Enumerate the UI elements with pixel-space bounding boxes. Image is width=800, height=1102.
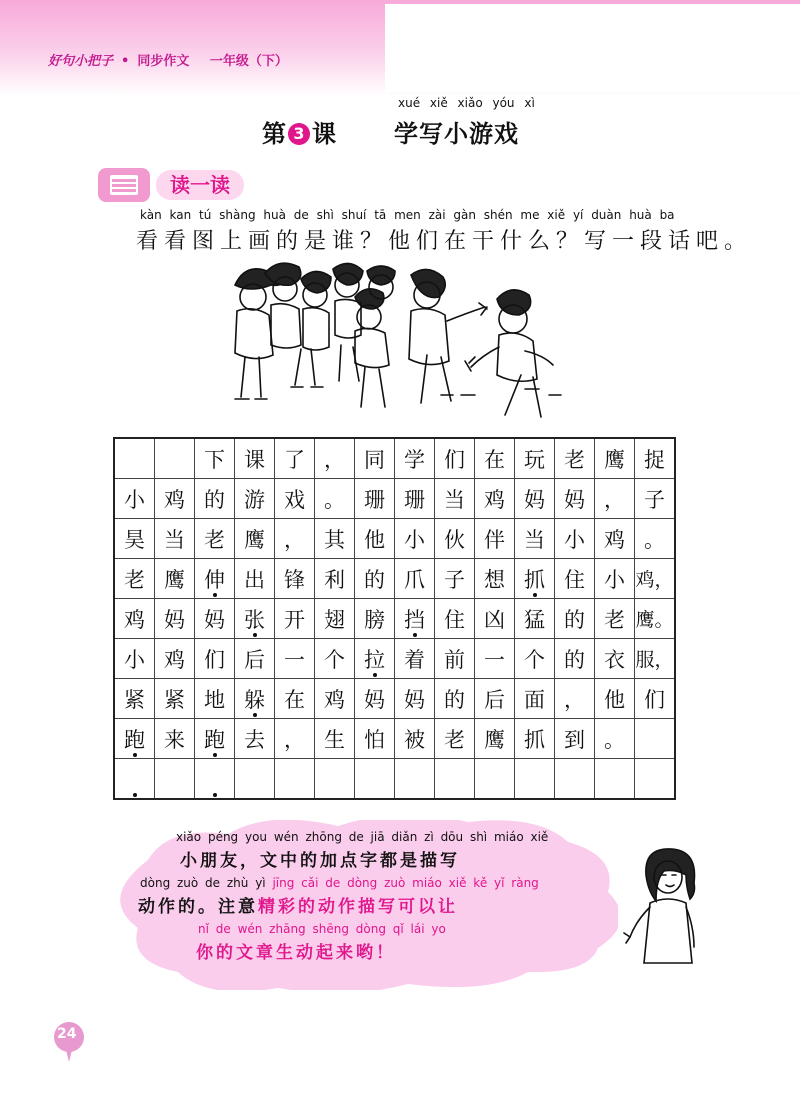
grid-cell: 利 (315, 559, 355, 599)
grid-cell: 躲 (235, 679, 275, 719)
grid-cell: 妈 (355, 679, 395, 719)
grid-cell: 凶 (475, 599, 515, 639)
grid-cell: 他 (595, 679, 635, 719)
grid-cell: 怕 (355, 719, 395, 759)
grid-cell: 当 (515, 519, 555, 559)
grid-cell: 后 (235, 639, 275, 679)
grid-cell: 拉 (355, 639, 395, 679)
prompt-text: 看看图上画的是谁？他们在干什么？写一段话吧。 (136, 229, 753, 254)
grid-cell: 同 (355, 438, 395, 479)
lesson-prefix: 第 (262, 120, 286, 148)
emphasis-dot (533, 593, 537, 597)
grid-cell: 老 (595, 599, 635, 639)
grid-cell: 来 (155, 719, 195, 759)
grid-cell: 鹰 (475, 719, 515, 759)
grid-cell: ， (315, 438, 355, 479)
grid-row (114, 679, 675, 719)
grid-cell: 课 (235, 438, 275, 479)
grid-cell: 当 (435, 479, 475, 519)
grid-cell: 昊 (114, 519, 155, 559)
grid-cell: 戏 (275, 479, 315, 519)
grid-cell: 鸡 (155, 479, 195, 519)
grid-cell: 玩 (515, 438, 555, 479)
grid-cell: 妈 (555, 479, 595, 519)
grid-cell: 翅 (315, 599, 355, 639)
book-icon (98, 168, 150, 202)
lesson-number (262, 114, 336, 149)
grid-cell: ， (595, 479, 635, 519)
grid-cell: 学 (395, 438, 435, 479)
grid-cell: 当 (155, 519, 195, 559)
grid-cell: 紧 (155, 679, 195, 719)
note-line1-pinyin: xiǎo péng you wén zhōng de jiā diǎn zì dōu shì miáo xiě (176, 830, 549, 844)
grid-cell: 个 (515, 639, 555, 679)
grid-cell: 张 (235, 599, 275, 639)
grid-cell: 伙 (435, 519, 475, 559)
grid-cell: 住 (435, 599, 475, 639)
grid-cell: 妈 (515, 479, 555, 519)
grid-cell: 想 (475, 559, 515, 599)
book-header: 好句小把子 • 同步作文 一年级（下） (48, 54, 288, 69)
note-line2-pinyin-a: dòng zuò de zhù yì (140, 876, 266, 890)
emphasis-dot (373, 673, 377, 677)
grid-row (114, 438, 675, 479)
note-line2-pinyin-b: jīng cǎi de dòng zuò miáo xiě kě yǐ ràng (272, 876, 539, 890)
grid-cell (475, 759, 515, 800)
grid-cell: 去 (235, 719, 275, 759)
lesson-number-badge: 3 (288, 123, 310, 145)
grid-cell: 小 (114, 479, 155, 519)
grid-cell: 鸡 (114, 599, 155, 639)
children-playing-illustration (215, 255, 590, 425)
grid-cell: 鸡 (155, 639, 195, 679)
grid-cell (635, 719, 676, 759)
grid-row (114, 719, 675, 759)
lesson-title-block (262, 96, 562, 146)
grid-cell: 鸡 (475, 479, 515, 519)
grid-cell (555, 759, 595, 800)
emphasis-dot (213, 793, 217, 797)
grid-row (114, 639, 675, 679)
note-line3-pinyin: nǐ de wén zhāng shēng dòng qǐ lái yo (198, 922, 446, 936)
grid-cell: 老 (114, 559, 155, 599)
grid-cell: 子 (635, 479, 676, 519)
grid-row (114, 519, 675, 559)
grid-cell: 紧 (114, 679, 155, 719)
grid-cell: 的 (195, 479, 235, 519)
grid-cell (355, 759, 395, 800)
page-title: 学写小游戏 (394, 120, 519, 148)
grid-cell (435, 759, 475, 800)
grid-cell: 。 (635, 519, 676, 559)
grid-cell: 抓 (515, 559, 555, 599)
read-section-label: 读一读 (156, 170, 244, 200)
grid-cell: 老 (555, 438, 595, 479)
grid-cell: 小 (555, 519, 595, 559)
emphasis-dot (133, 793, 137, 797)
grid-cell: 们 (195, 639, 235, 679)
grid-cell (114, 759, 155, 800)
grid-cell: 鹰 (595, 438, 635, 479)
grid-cell: 一 (475, 639, 515, 679)
grid-cell: 开 (275, 599, 315, 639)
brand-logo-text: 好句小把子 (48, 54, 114, 69)
grid-cell (315, 759, 355, 800)
grid-cell: 妈 (395, 679, 435, 719)
grid-cell: 们 (635, 679, 676, 719)
grid-cell: 被 (395, 719, 435, 759)
read-section-badge (98, 168, 258, 202)
grid-cell: ， (275, 719, 315, 759)
note-line2-text (138, 892, 458, 917)
grid-cell: 猛 (515, 599, 555, 639)
grid-cell: 鹰。 (635, 599, 676, 639)
note-line2-text-a: 动作的。注意 (138, 897, 258, 917)
note-line3-text: 你的文章生动起来哟！ (196, 943, 396, 963)
grid-cell: 跑 (195, 719, 235, 759)
emphasis-dot (253, 713, 257, 717)
grid-cell: 游 (235, 479, 275, 519)
grid-cell: 膀 (355, 599, 395, 639)
prompt-pinyin: kàn kan tú shàng huà de shì shuí tā men zài gàn shén me xiě yí duàn huà ba (140, 208, 675, 222)
grid-cell: 的 (555, 639, 595, 679)
grid-cell: 了 (275, 438, 315, 479)
grid-cell: 的 (555, 599, 595, 639)
grid-cell: 鸡 (315, 679, 355, 719)
grid-cell (515, 759, 555, 800)
grid-cell: 他 (355, 519, 395, 559)
grid-cell: 的 (435, 679, 475, 719)
grid-cell (275, 759, 315, 800)
grid-cell: 捉 (635, 438, 676, 479)
grid-cell: 小 (595, 559, 635, 599)
grid-cell: 鹰 (235, 519, 275, 559)
grid-cell: 老 (195, 519, 235, 559)
emphasis-dot (253, 633, 257, 637)
grid-cell: 下 (195, 438, 235, 479)
grid-cell: 小 (395, 519, 435, 559)
grid-cell (195, 759, 235, 800)
grid-cell (155, 438, 195, 479)
grid-cell (395, 759, 435, 800)
grid-cell: 妈 (195, 599, 235, 639)
grid-cell: 鹰 (155, 559, 195, 599)
grid-cell: 。 (595, 719, 635, 759)
grid-cell: 抓 (515, 719, 555, 759)
grid-cell: 面 (515, 679, 555, 719)
emphasis-dot (413, 633, 417, 637)
grid-cell (114, 438, 155, 479)
grid-cell: 珊 (395, 479, 435, 519)
grid-cell (595, 759, 635, 800)
grid-cell: 伴 (475, 519, 515, 559)
grid-cell: 生 (315, 719, 355, 759)
emphasis-dot (213, 753, 217, 757)
grid-cell: 出 (235, 559, 275, 599)
grid-cell: 爪 (395, 559, 435, 599)
grid-cell: 地 (195, 679, 235, 719)
grid-cell: 后 (475, 679, 515, 719)
grid-cell (635, 759, 676, 800)
grid-cell: 。 (315, 479, 355, 519)
series-name: 同步作文 (137, 54, 190, 69)
composition-writing-grid (113, 437, 676, 800)
grid-cell (235, 759, 275, 800)
grid-cell: 的 (355, 559, 395, 599)
grid-cell: 在 (275, 679, 315, 719)
grid-cell: 妈 (155, 599, 195, 639)
grid-cell: ， (555, 679, 595, 719)
grid-cell: 衣 (595, 639, 635, 679)
grid-cell: 住 (555, 559, 595, 599)
grid-cell: 们 (435, 438, 475, 479)
lesson-suffix: 课 (312, 120, 336, 148)
grid-cell: 伸 (195, 559, 235, 599)
note-line2-text-b: 精彩的动作描写可以让 (258, 897, 458, 917)
grid-cell: 在 (475, 438, 515, 479)
grid-row (114, 479, 675, 519)
grid-cell: 一 (275, 639, 315, 679)
grid-cell: 子 (435, 559, 475, 599)
grid-cell: 其 (315, 519, 355, 559)
grade-label: 一年级（下） (209, 54, 288, 69)
grid-cell: 挡 (395, 599, 435, 639)
note-line1-text: 小朋友，文中的加点字都是描写 (180, 851, 460, 871)
grid-row (114, 559, 675, 599)
grid-cell: 个 (315, 639, 355, 679)
grid-cell (155, 759, 195, 800)
grid-cell: 到 (555, 719, 595, 759)
emphasis-dot (213, 593, 217, 597)
note-line2-pinyin (140, 876, 539, 890)
grid-row (114, 759, 675, 800)
grid-cell: 前 (435, 639, 475, 679)
grid-cell: 鸡 (595, 519, 635, 559)
grid-cell: 老 (435, 719, 475, 759)
grid-cell: 鸡， (635, 559, 676, 599)
grid-cell: 着 (395, 639, 435, 679)
grid-row (114, 599, 675, 639)
grid-cell: 小 (114, 639, 155, 679)
grid-cell: 珊 (355, 479, 395, 519)
emphasis-dot (133, 753, 137, 757)
grid-cell: ， (275, 519, 315, 559)
grid-cell: 锋 (275, 559, 315, 599)
grid-cell: 跑 (114, 719, 155, 759)
title-pinyin: xué xiě xiǎo yóu xì (398, 96, 535, 110)
teacher-girl-illustration (620, 845, 710, 970)
grid-cell: 服， (635, 639, 676, 679)
page-number: 24 (57, 1026, 77, 1042)
header-blank-area (385, 4, 800, 92)
